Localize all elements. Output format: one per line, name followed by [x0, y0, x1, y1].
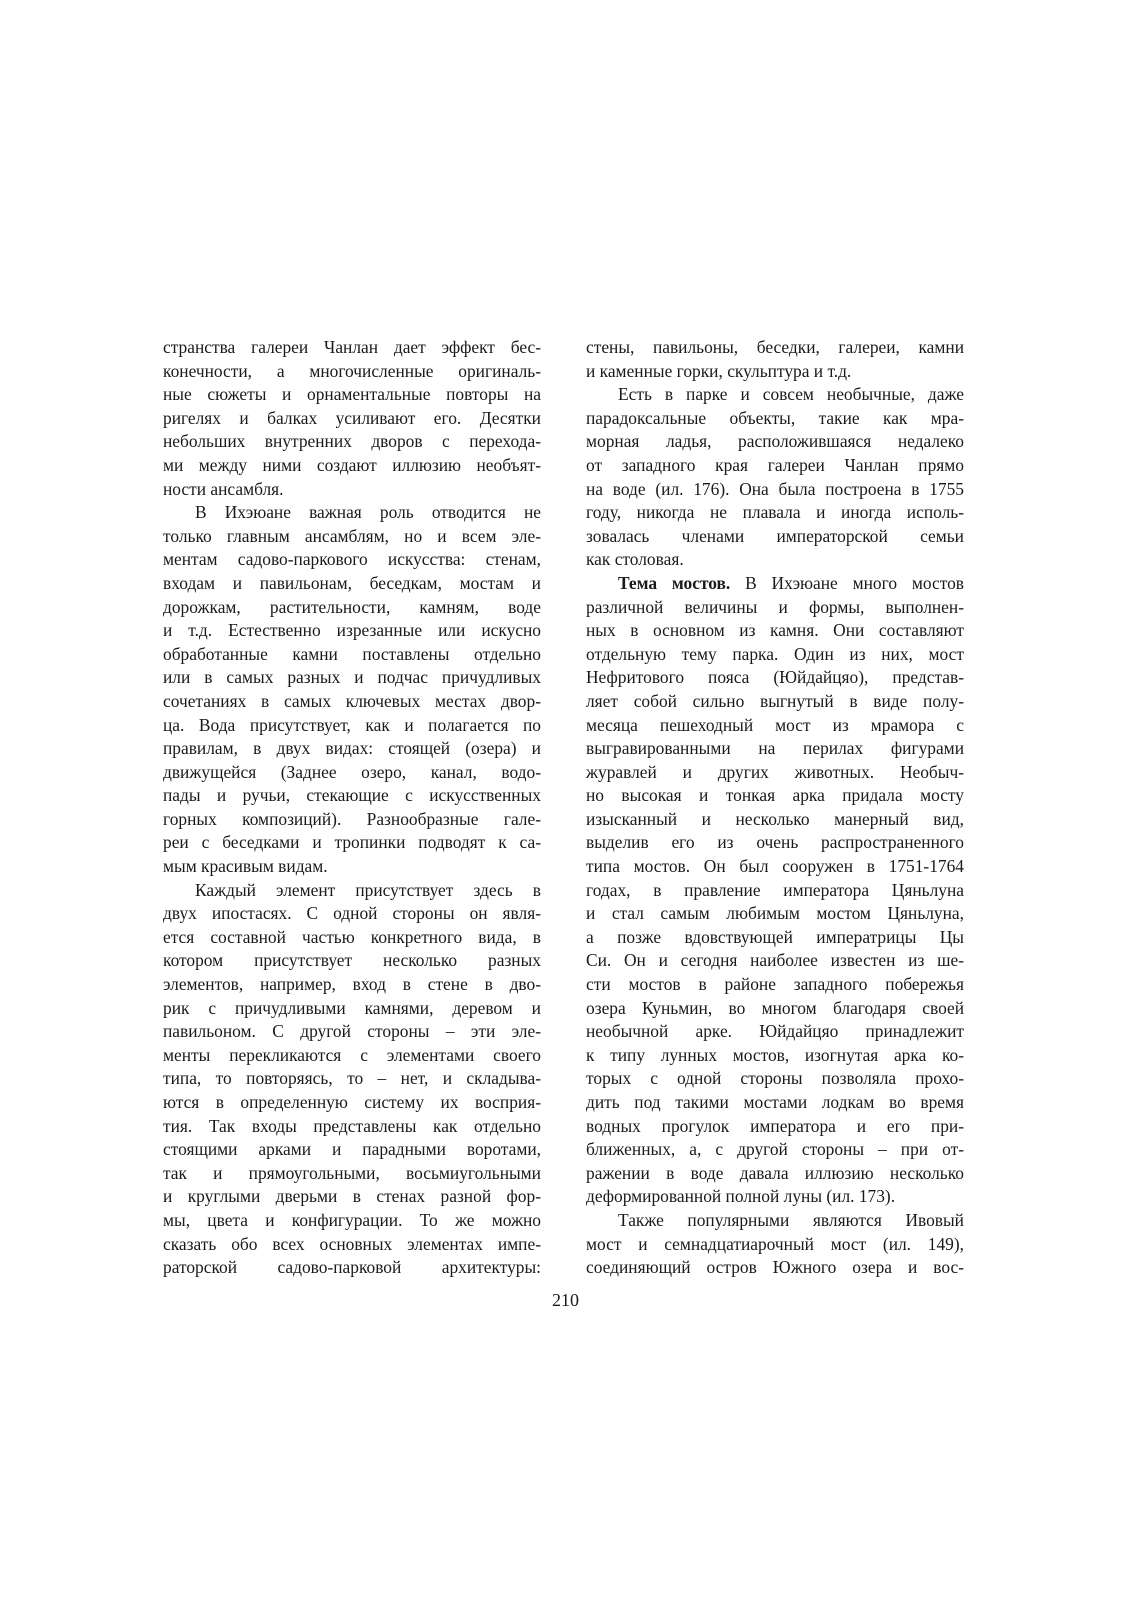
- text-line: раторской садово-парковой архитектуры:: [163, 1257, 541, 1278]
- text-line: сказать обо всех основных элементах импе-: [163, 1233, 541, 1254]
- text-line: ных в основном из камня. Они составляют: [586, 620, 964, 641]
- right-column: [586, 336, 964, 1280]
- text-line: но высокая и тонкая арка придала мосту: [586, 785, 964, 806]
- text-fragment: В Ихэюане много мостов: [730, 572, 964, 593]
- text-line: конечности, а многочисленные оригиналь-: [163, 360, 541, 381]
- text-line: правилам, в двух видах: стоящей (озера) и: [163, 738, 541, 759]
- text-line: мы, цвета и конфигурации. То же можно: [163, 1209, 541, 1230]
- text-line: как столовая.: [586, 549, 684, 570]
- paragraph: [586, 336, 964, 383]
- text-line: соединяющий остров Южного озера и вос-: [586, 1257, 964, 1278]
- text-line: ется составной частью конкретного вида, в: [163, 926, 541, 947]
- text-line: небольших внутренних дворов с перехода-: [163, 431, 541, 452]
- text-line: или в самых разных и подчас причудливых: [163, 667, 541, 688]
- text-line: парадоксальные объекты, такие как мра-: [586, 407, 964, 428]
- text-line: торых с одной стороны позволяла прохо-: [586, 1068, 964, 1089]
- paragraph: [163, 501, 541, 879]
- text-line: В Ихэюане важная роль отводится не: [195, 502, 541, 523]
- text-line: году, никогда не плавала и иногда исполь-: [586, 502, 964, 523]
- text-line: выделив его из очень распространенного: [586, 832, 964, 853]
- text-line: мост и семнадцатиарочный мост (ил. 149),: [586, 1233, 964, 1254]
- text-line: обработанные камни поставлены отдельно: [163, 643, 541, 664]
- text-line: различной величины и формы, выполнен-: [586, 596, 964, 617]
- text-line: ближенных, а, с другой стороны – при от-: [586, 1139, 964, 1160]
- text-line: только главным ансамблям, но и всем эле-: [163, 525, 541, 546]
- text-line: морная ладья, расположившаяся недалеко: [586, 431, 964, 452]
- text-line: так и прямоугольными, восьмиугольными: [163, 1162, 541, 1183]
- text-line: тия. Так входы представлены как отдельно: [163, 1115, 541, 1136]
- text-line: горных композиций). Разнообразные гале-: [163, 808, 541, 829]
- text-line: на воде (ил. 176). Она была построена в 1755: [586, 478, 964, 499]
- text-line: ца. Вода присутствует, как и полагается по: [163, 714, 541, 735]
- text-line: дить под такими мостами лодкам во время: [586, 1092, 964, 1112]
- paragraph: [586, 383, 964, 572]
- text-line: двух ипостасях. С одной стороны он явля-: [163, 903, 541, 924]
- section-heading: Тема мостов.: [618, 572, 731, 593]
- paragraph: [586, 572, 964, 1209]
- text-line: пады и ручьи, стекающие с искусственных: [163, 785, 541, 806]
- paragraph: [163, 336, 541, 501]
- text-line: и т.д. Естественно изрезанные или искусно: [163, 620, 541, 641]
- text-line: менты перекликаются с элементами своего: [163, 1044, 541, 1065]
- text-line: выгравированными на перилах фигурами: [586, 738, 964, 759]
- text-line: рик с причудливыми камнями, деревом и: [163, 997, 541, 1018]
- text-line: ляет собой сильно выгнутый в виде полу-: [586, 690, 964, 711]
- text-line: Есть в парке и совсем необычные, даже: [618, 384, 964, 405]
- text-line: ментам садово-паркового искусства: стенам,: [163, 549, 541, 570]
- text-line: к типу лунных мостов, изогнутая арка ко-: [586, 1044, 964, 1065]
- text-line: странства галереи Чанлан дает эффект бес-: [163, 337, 541, 357]
- text-line: озера Куньмин, во многом благодаря своей: [586, 997, 964, 1018]
- text-line: Си. Он и сегодня наиболее известен из ше-: [586, 950, 964, 971]
- text-line: и стал самым любимым мостом Цяньлуна,: [586, 903, 964, 924]
- text-line: ми между ними создают иллюзию необъят-: [163, 454, 541, 475]
- page-number: 210: [552, 1290, 579, 1310]
- text-line: реи с беседками и тропинки подводят к са-: [163, 832, 541, 853]
- text-line: и круглыми дверьми в стенах разной фор-: [163, 1186, 541, 1207]
- text-line: деформированной полной луны (ил. 173).: [586, 1186, 896, 1207]
- text-line: типа, то повторяясь, то – нет, и складыва-: [163, 1068, 541, 1089]
- text-line: стоящими арками и парадными воротами,: [163, 1139, 541, 1160]
- text-line: изысканный и несколько манерный вид,: [586, 808, 964, 829]
- text-line: от западного края галереи Чанлан прямо: [586, 454, 964, 475]
- text-line: необычной арке. Юйдайцяо принадлежит: [586, 1021, 964, 1042]
- text-line: годах, в правление императора Цяньлуна: [586, 879, 964, 900]
- text-line: ные сюжеты и орнаментальные повторы на: [163, 384, 541, 405]
- text-line: Каждый элемент присутствует здесь в: [195, 879, 541, 900]
- text-line: элементов, например, вход в стене в дво-: [163, 974, 541, 995]
- text-line: мым красивым видам.: [163, 856, 328, 877]
- text-line: ности ансамбля.: [163, 478, 284, 499]
- text-line: павильоном. С другой стороны – эти эле-: [163, 1021, 541, 1042]
- text-line: входам и павильонам, беседкам, мостам и: [163, 572, 541, 593]
- text-line: Нефритового пояса (Юйдайцяо), представ-: [586, 667, 964, 688]
- text-line: [586, 572, 964, 596]
- paragraph: [163, 879, 541, 1280]
- text-line: месяца пешеходный мост из мрамора с: [586, 714, 964, 735]
- text-line: дорожкам, растительности, камням, воде: [163, 596, 541, 617]
- text-line: котором присутствует несколько разных: [163, 950, 541, 971]
- text-line: сти мостов в районе западного побережья: [586, 974, 964, 995]
- text-line: стены, павильоны, беседки, галереи, камни: [586, 337, 964, 357]
- text-line: ются в определенную систему их восприя-: [163, 1092, 541, 1112]
- left-column: [163, 336, 541, 1280]
- text-line: зовалась членами императорской семьи: [586, 525, 964, 546]
- text-line: типа мостов. Он был сооружен в 1751-1764: [586, 856, 964, 877]
- text-line: а позже вдовствующей императрицы Цы: [586, 926, 964, 947]
- text-line: водных прогулок императора и его при-: [586, 1115, 964, 1136]
- text-line: сочетаниях в самых ключевых местах двор-: [163, 690, 541, 711]
- text-line: движущейся (Заднее озеро, канал, водо-: [163, 761, 541, 782]
- paragraph: [586, 1209, 964, 1280]
- text-line: журавлей и других животных. Необыч-: [586, 761, 964, 782]
- text-line: ригелях и балках усиливают его. Десятки: [163, 407, 541, 428]
- text-line: Также популярными являются Ивовый: [618, 1209, 964, 1230]
- text-line: отдельную тему парка. Один из них, мост: [586, 643, 964, 664]
- text-line: и каменные горки, скульптура и т.д.: [586, 360, 852, 381]
- text-line: ражении в воде давала иллюзию несколько: [586, 1162, 964, 1183]
